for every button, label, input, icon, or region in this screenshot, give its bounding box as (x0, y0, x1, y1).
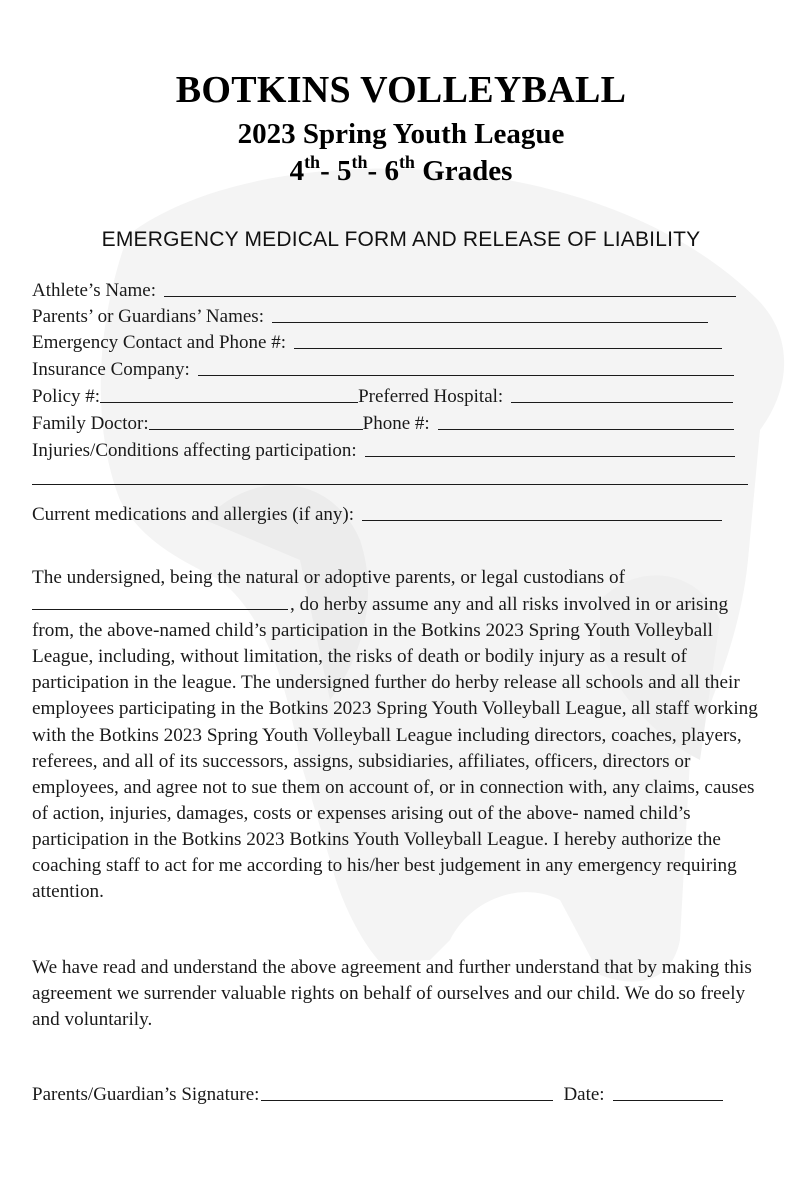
agreement-paragraph: We have read and understand the above agreement and further understand that by making this agreement we surrender valuable rights on behalf of ourselves and our child. We do so freely and voluntarily. (32, 957, 752, 1031)
medications-field[interactable] (362, 519, 722, 521)
parents-names-row (32, 302, 708, 328)
parents-names-field[interactable] (272, 321, 708, 323)
signature-label: Parents/Guardian’s Signature: (32, 1084, 260, 1105)
athlete-name-row (32, 276, 736, 302)
athlete-name-field[interactable] (164, 295, 736, 297)
date-field[interactable] (613, 1099, 723, 1101)
release-body: , do herby assume any and all risks involved in or arising from, the above-named child’s participation in the Botkins 2023 Spring Youth Volleyball League, including, without limitation, the risks of death or bodily injury as a result of participation in the league. The undersigned further do herby release all schools and all their employees participating in the Botkins 2023 Spring Youth Volleyball League, all staff working with the Botkins 2023 Spring Youth Volleyball League including directors, coaches, players, referees, and all of its successors, assigns, subsidiaries, affiliates, officers, directors or employees, and agree not to sue them on account of, or in connection with, any claims, causes of action, injuries, damages, costs or expenses arising out of the above- named child’s participation in the Botkins 2023 Botkins Youth Volleyball League. I hereby authorize the coaching staff to act for me according to his/her best judgement in any emergency requiring attention. (32, 594, 758, 903)
injuries-continuation-line[interactable] (32, 484, 748, 485)
phone-field[interactable] (438, 428, 734, 430)
emergency-contact-row (32, 328, 722, 354)
signature-field[interactable] (261, 1099, 553, 1101)
grades-heading: 4th- 5th- 6th Grades (289, 152, 513, 187)
policy-field[interactable] (100, 401, 358, 403)
doctor-phone-row (32, 409, 734, 435)
emergency-contact-field[interactable] (294, 347, 722, 349)
parents-names-label: Parents’ or Guardians’ Names: (32, 306, 264, 327)
family-doctor-field[interactable] (149, 428, 363, 430)
injuries-row (32, 436, 735, 462)
policy-hospital-row (32, 382, 733, 408)
insurance-company-field[interactable] (198, 374, 734, 376)
date-label: Date: (563, 1084, 605, 1105)
emergency-contact-label: Emergency Contact and Phone #: (32, 332, 286, 353)
child-name-field[interactable] (32, 591, 288, 610)
insurance-company-label: Insurance Company: (32, 359, 190, 380)
league-title: BOTKINS VOLLEYBALL (175, 69, 627, 111)
athlete-name-label: Athlete’s Name: (32, 280, 156, 301)
family-doctor-label: Family Doctor: (32, 413, 149, 434)
injuries-field[interactable] (365, 455, 735, 457)
form-title: EMERGENCY MEDICAL FORM AND RELEASE OF LIABILITY (101, 228, 701, 251)
phone-label: Phone #: (362, 413, 430, 434)
release-opening: The undersigned, being the natural or adoptive parents, or legal custodians of (32, 567, 626, 588)
medications-row (32, 500, 722, 526)
policy-label: Policy #: (32, 386, 101, 407)
preferred-hospital-field[interactable] (511, 401, 733, 403)
preferred-hospital-label: Preferred Hospital: (358, 386, 504, 407)
signature-row (32, 1080, 723, 1106)
insurance-company-row (32, 355, 734, 381)
injuries-label: Injuries/Conditions affecting participation: (32, 440, 357, 461)
release-paragraph (32, 565, 764, 905)
league-subtitle: 2023 Spring Youth League (237, 118, 565, 150)
medications-label: Current medications and allergies (if any): (32, 504, 355, 525)
